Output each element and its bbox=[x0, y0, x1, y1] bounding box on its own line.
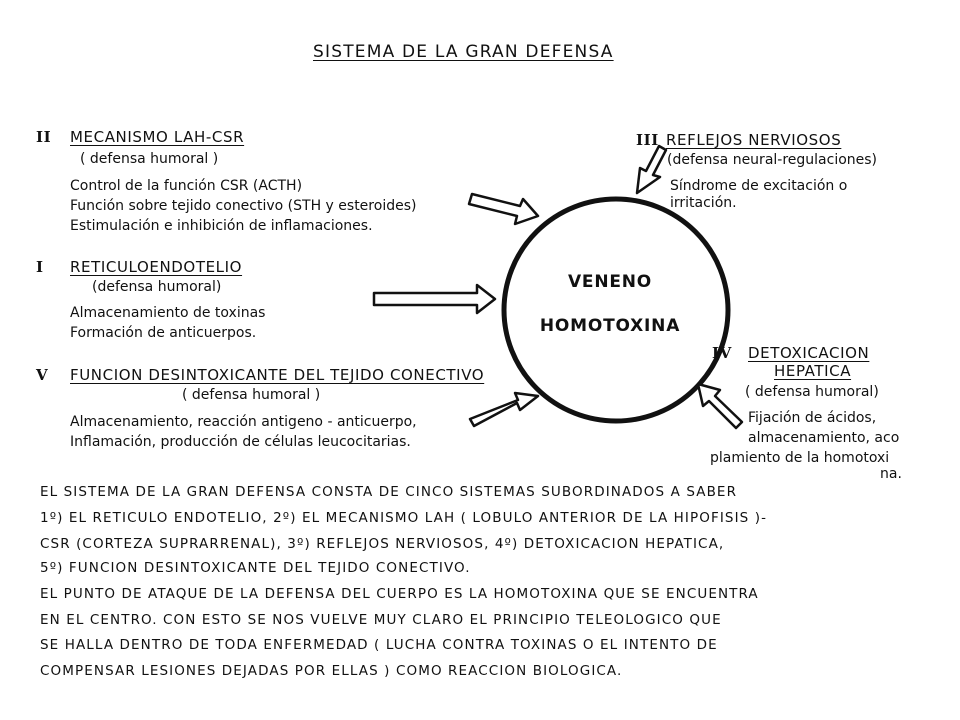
block-iii-line-1: Síndrome de excitación o bbox=[670, 178, 848, 194]
paragraph-line-4: 5º) FUNCION DESINTOXICANTE DEL TEJIDO CONECTIVO. bbox=[40, 560, 471, 576]
block-iv-line-2: almacenamiento, aco bbox=[748, 430, 900, 446]
arrow-iii bbox=[637, 146, 666, 193]
block-ii-numeral: II bbox=[36, 128, 52, 146]
center-circle bbox=[504, 199, 728, 421]
block-iv-subtitle: ( defensa humoral) bbox=[745, 384, 879, 400]
block-iv-line-3: plamiento de la homotoxi bbox=[710, 450, 890, 466]
center-label-homotoxina: HOMOTOXINA bbox=[539, 316, 681, 336]
paragraph-line-3: CSR (CORTEZA SUPRARRENAL), 3º) REFLEJOS NERVIOSOS, 4º) DETOXICACION HEPATICA, bbox=[40, 536, 725, 552]
block-ii-title: MECANISMO LAH-CSR bbox=[70, 128, 245, 146]
arrow-i bbox=[374, 285, 495, 313]
block-i-heading bbox=[36, 258, 242, 276]
block-iii-heading bbox=[636, 131, 841, 149]
block-i-title: RETICULOENDOTELIO bbox=[70, 258, 243, 276]
center-label-veneno: VENENO bbox=[567, 272, 653, 292]
block-i-numeral: I bbox=[36, 258, 44, 276]
block-ii-heading bbox=[36, 128, 244, 146]
block-iii-title: REFLEJOS NERVIOSOS bbox=[666, 131, 842, 149]
block-i-subtitle: (defensa humoral) bbox=[92, 279, 222, 295]
page-title: SISTEMA DE LA GRAN DEFENSA bbox=[313, 42, 614, 62]
block-iv-numeral: IV bbox=[712, 344, 732, 362]
block-ii-line-2: Función sobre tejido conectivo (STH y esteroides) bbox=[70, 198, 417, 214]
paragraph-line-7: SE HALLA DENTRO DE TODA ENFERMEDAD ( LUCHA CONTRA TOXINAS O EL INTENTO DE bbox=[40, 637, 718, 653]
block-iii-numeral: III bbox=[636, 131, 659, 149]
block-v-title: FUNCION DESINTOXICANTE DEL TEJIDO CONECTIVO bbox=[70, 366, 485, 384]
paragraph-line-8: COMPENSAR LESIONES DEJADAS POR ELLAS ) COMO REACCION BIOLOGICA. bbox=[40, 663, 623, 679]
block-v-heading bbox=[36, 366, 484, 384]
block-i-line-1: Almacenamiento de toxinas bbox=[70, 305, 266, 321]
block-iv-heading bbox=[712, 344, 869, 362]
block-ii-line-3: Estimulación e inhibición de inflamaciones. bbox=[70, 218, 373, 234]
block-iv-heading-2 bbox=[774, 362, 851, 380]
block-iv-line-1: Fijación de ácidos, bbox=[748, 410, 877, 426]
arrow-iv bbox=[698, 384, 742, 428]
paragraph-line-1: EL SISTEMA DE LA GRAN DEFENSA CONSTA DE CINCO SISTEMAS SUBORDINADOS A SABER bbox=[40, 484, 738, 500]
block-iv-title: DETOXICACION bbox=[748, 344, 870, 362]
block-iv-title-2: HEPATICA bbox=[774, 362, 852, 380]
arrow-v bbox=[470, 393, 538, 426]
arrow-ii bbox=[469, 194, 538, 224]
paragraph-line-2: 1º) EL RETICULO ENDOTELIO, 2º) EL MECANISMO LAH ( LOBULO ANTERIOR DE LA HIPOFISIS )- bbox=[40, 510, 768, 526]
paragraph-line-5: EL PUNTO DE ATAQUE DE LA DEFENSA DEL CUERPO ES LA HOMOTOXINA QUE SE ENCUENTRA bbox=[40, 586, 759, 602]
block-iii-subtitle: (defensa neural-regulaciones) bbox=[667, 152, 878, 168]
block-iii-line-2: irritación. bbox=[670, 195, 737, 211]
block-i-line-2: Formación de anticuerpos. bbox=[70, 325, 257, 341]
paragraph-line-6: EN EL CENTRO. CON ESTO SE NOS VUELVE MUY CLARO EL PRINCIPIO TELEOLOGICO QUE bbox=[40, 612, 722, 628]
block-ii-subtitle: ( defensa humoral ) bbox=[80, 151, 219, 167]
block-v-line-2: Inflamación, producción de células leucocitarias. bbox=[70, 434, 411, 450]
block-iv-line-4: na. bbox=[880, 466, 902, 482]
block-v-subtitle: ( defensa humoral ) bbox=[182, 387, 321, 403]
block-v-numeral: V bbox=[36, 366, 49, 384]
block-ii-line-1: Control de la función CSR (ACTH) bbox=[70, 178, 303, 194]
block-v-line-1: Almacenamiento, reacción antigeno - anticuerpo, bbox=[70, 414, 417, 430]
